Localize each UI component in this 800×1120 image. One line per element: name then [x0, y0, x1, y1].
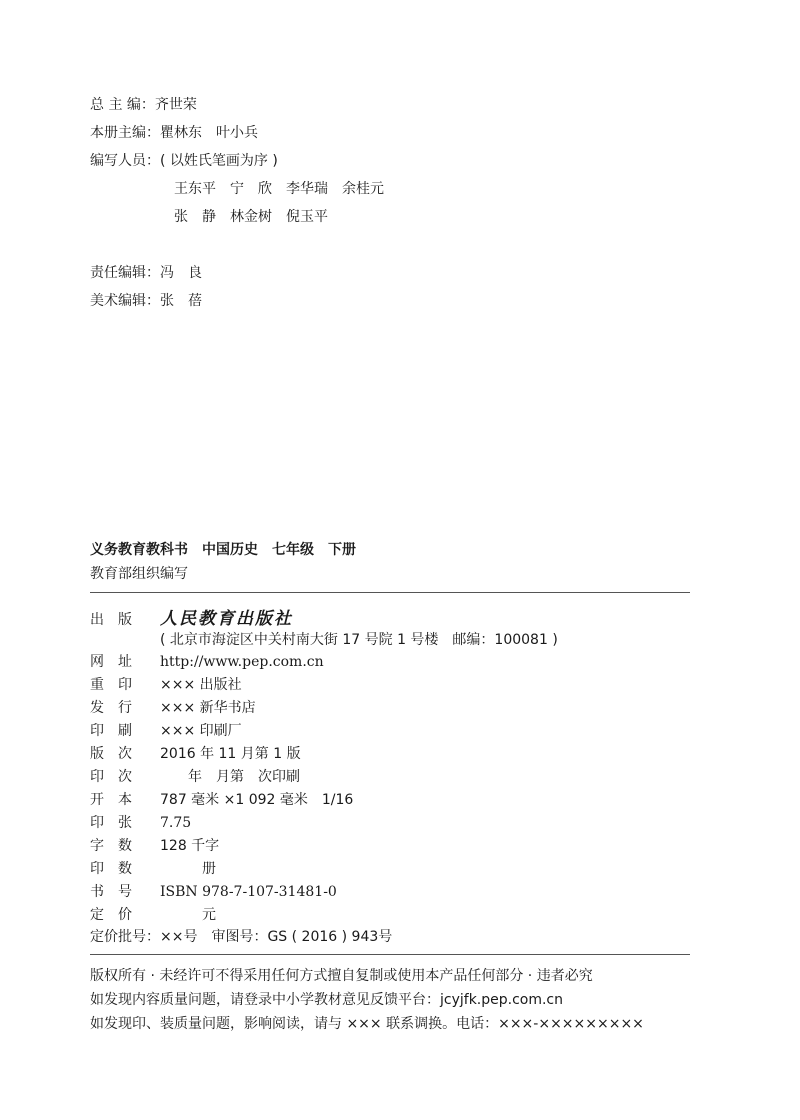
- word-count-value: 128 千字: [160, 838, 220, 854]
- website-value: http://www.pep.com.cn: [160, 654, 324, 670]
- format-label: 开 本: [90, 792, 132, 808]
- isbn-value: ISBN 978-7-107-31481-0: [160, 884, 337, 900]
- publisher-label: 出 版: [90, 612, 132, 628]
- format-row: [90, 790, 353, 810]
- approval-value: 定价批号：××号 审图号：GS ( 2016 ) 943号: [90, 929, 393, 945]
- website-row: [90, 652, 324, 672]
- top-divider: [90, 592, 690, 593]
- price-row: [90, 905, 216, 925]
- publisher-row: [90, 609, 293, 629]
- sheets-row: [90, 813, 191, 833]
- sheets-value: 7.75: [160, 815, 192, 831]
- reprint-label: 重 印: [90, 677, 132, 693]
- word-count-label: 字 数: [90, 838, 132, 854]
- art-editor: 美术编辑：张 蓓: [90, 293, 202, 309]
- isbn-label: 书 号: [90, 884, 132, 900]
- print-run-label: 印 数: [90, 861, 132, 877]
- edition-value: 2016 年 11 月第 1 版: [160, 746, 301, 762]
- word-count-row: [90, 836, 219, 856]
- format-value: 787 毫米 ×1 092 毫米 1/16: [160, 792, 354, 808]
- volume-editor: 本册主编：瞿林东 叶小兵: [90, 125, 258, 141]
- address-value: ( 北京市海淀区中关村南大街 17 号院 1 号楼 邮编：100081 ): [160, 632, 558, 648]
- address-row: [90, 630, 558, 650]
- isbn-row: [90, 882, 337, 902]
- replacement-notice: 如发现印、装质量问题，影响阅读，请与 ××× 联系调换。电话：×××-×××××××××: [90, 1016, 644, 1032]
- chief-editor: 总 主 编：齐世荣: [90, 97, 197, 113]
- copyright-notice: 版权所有 · 未经许可不得采用任何方式擅自复制或使用本产品任何部分 · 违者必究: [90, 968, 593, 984]
- publisher-logo: 人民教育出版社: [160, 609, 293, 629]
- approval-row: [90, 927, 392, 947]
- print-run-row: [90, 859, 216, 879]
- impression-value: 年 月第 次印刷: [160, 769, 300, 785]
- website-label: 网 址: [90, 654, 132, 670]
- distribution-value: ××× 新华书店: [160, 700, 256, 716]
- printer-value: ××× 印刷厂: [160, 723, 242, 739]
- book-compiler: 教育部组织编写: [90, 566, 188, 582]
- edition-label: 版 次: [90, 746, 132, 762]
- writers-label: 编写人员：( 以姓氏笔画为序 ): [90, 153, 278, 169]
- distribution-row: [90, 698, 256, 718]
- responsible-editor: 责任编辑：冯 良: [90, 265, 202, 281]
- feedback-notice: 如发现内容质量问题，请登录中小学教材意见反馈平台：jcyjfk.pep.com.cn: [90, 992, 564, 1008]
- distribution-label: 发 行: [90, 700, 132, 716]
- printer-label: 印 刷: [90, 723, 132, 739]
- writers-line-1: 王东平 宁 欣 李华瑞 余桂元: [174, 181, 384, 197]
- price-value: 元: [160, 907, 216, 923]
- impression-label: 印 次: [90, 769, 132, 785]
- printer-row: [90, 721, 242, 741]
- edition-row: [90, 744, 301, 764]
- bottom-divider: [90, 954, 690, 955]
- reprint-value: ××× 出版社: [160, 677, 242, 693]
- writers-line-2: 张 静 林金树 倪玉平: [174, 209, 328, 225]
- price-label: 定 价: [90, 907, 132, 923]
- impression-row: [90, 767, 300, 787]
- book-title: 义务教育教科书 中国历史 七年级 下册: [90, 542, 356, 558]
- reprint-row: [90, 675, 242, 695]
- sheets-label: 印 张: [90, 815, 132, 831]
- print-run-value: 册: [160, 861, 216, 877]
